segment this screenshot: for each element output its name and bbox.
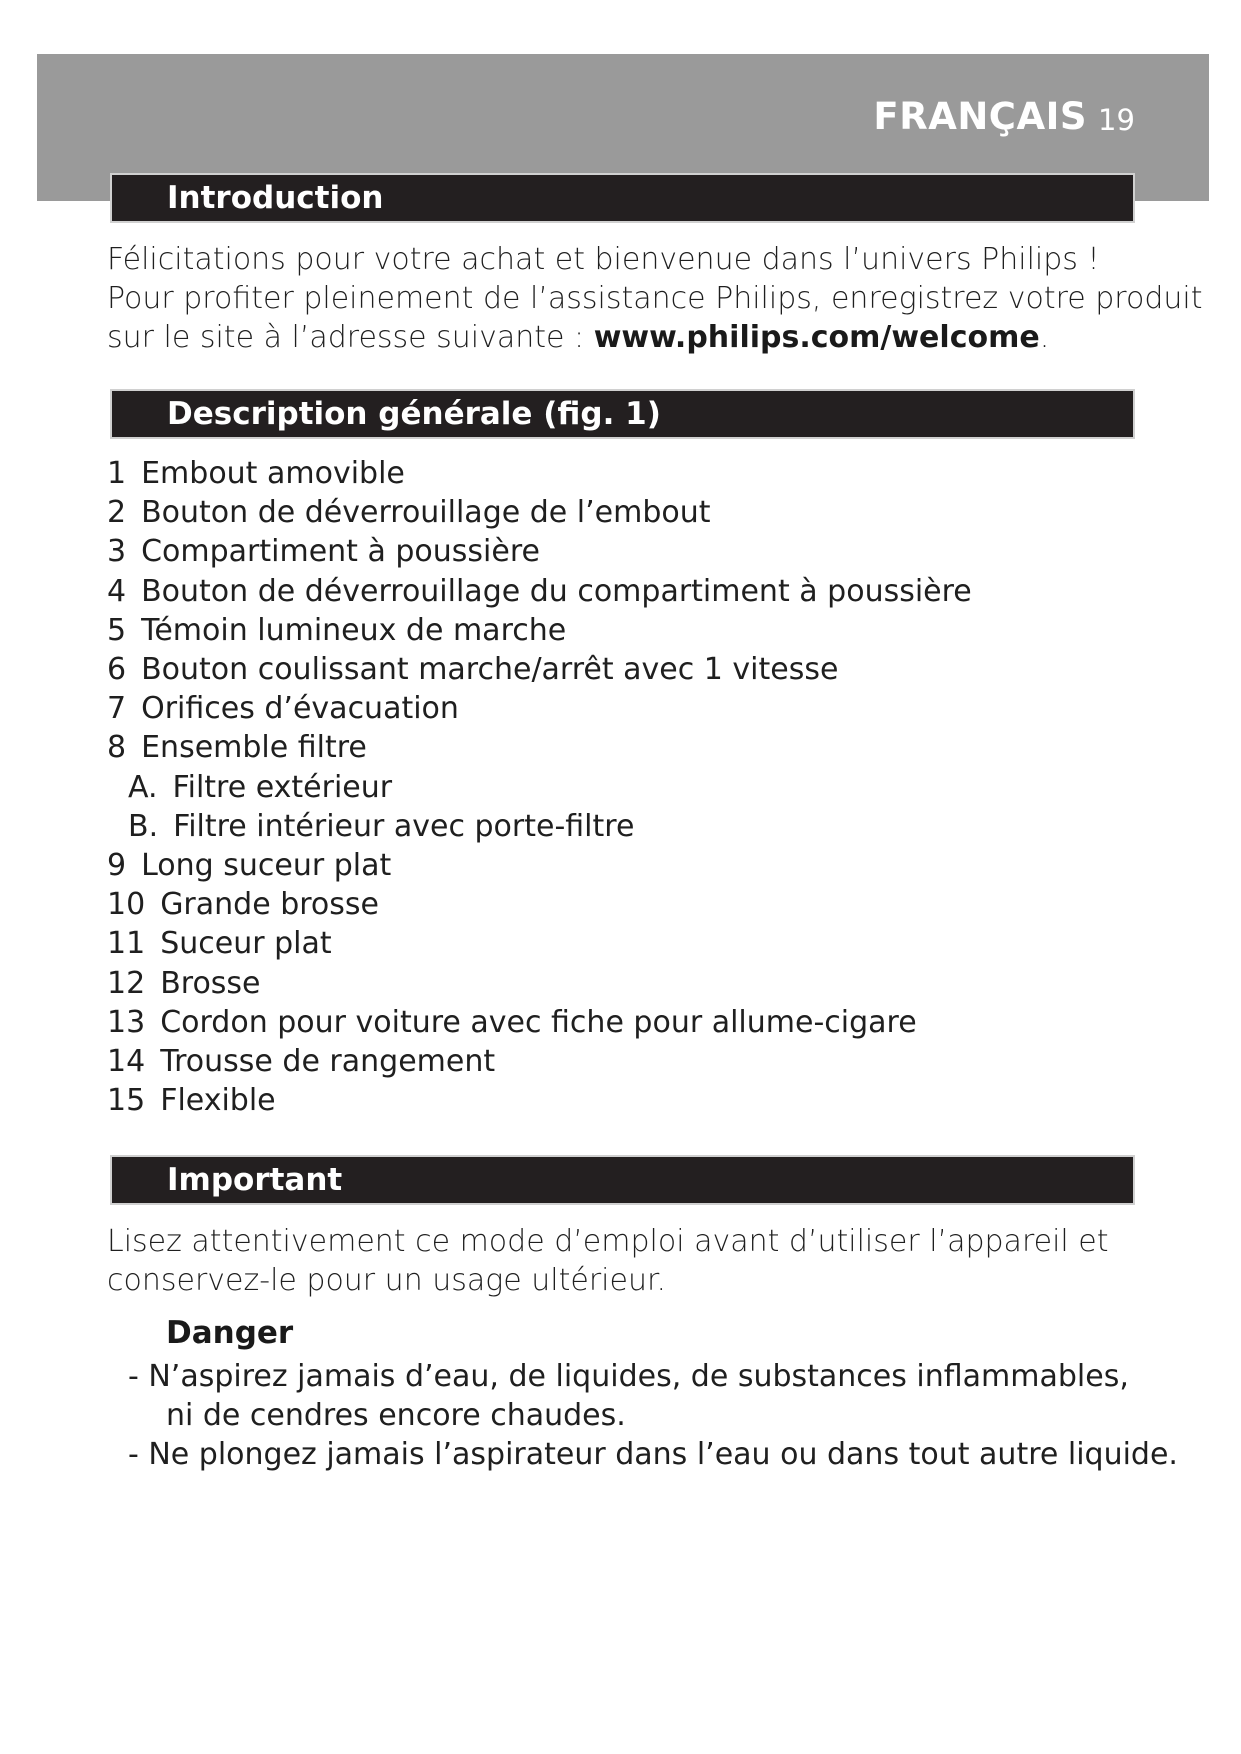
list-item <box>107 572 972 611</box>
list-item <box>107 1081 972 1120</box>
page-number: 19 <box>1098 103 1135 137</box>
section-bar-description <box>110 389 1135 439</box>
list-item <box>107 1042 972 1081</box>
section-title-description: Description générale (fig. 1) <box>167 396 661 432</box>
item-number: 12 <box>107 965 146 1001</box>
item-label: Suceur plat <box>160 926 332 962</box>
welcome-url: www.philips.com/welcome <box>593 320 1040 355</box>
list-item <box>107 689 972 728</box>
item-label: Flexible <box>160 1083 276 1119</box>
important-line-1: Lisez attentivement ce mode d’emploi avant d’utiliser l’appareil et <box>107 1224 1109 1259</box>
section-bar-introduction <box>110 173 1135 223</box>
list-item <box>107 1003 972 1042</box>
item-label: Compartiment à poussière <box>141 534 540 570</box>
section-bar-important <box>110 1155 1135 1205</box>
item-number: 8 <box>107 730 127 766</box>
item-label: Filtre extérieur <box>172 769 393 805</box>
item-label: Long suceur plat <box>141 848 392 884</box>
item-number: 6 <box>107 652 127 688</box>
language-title: FRANÇAIS <box>873 95 1087 138</box>
item-label: Bouton coulissant marche/arrêt avec 1 vitesse <box>141 652 839 688</box>
intro-line-2: Pour profiter pleinement de l’assistance Philips, enregistrez votre produit <box>107 281 1203 316</box>
item-number: 2 <box>107 495 127 531</box>
list-item <box>107 885 972 924</box>
intro-line-3 <box>107 318 1049 357</box>
item-number: 10 <box>107 887 146 923</box>
danger-item-1-line-1: - N’aspirez jamais d’eau, de liquides, de substances inflammables, <box>128 1359 1129 1394</box>
list-item <box>107 650 972 689</box>
list-subitem <box>107 807 972 846</box>
item-number: 1 <box>107 456 127 491</box>
item-number: A. <box>128 769 158 805</box>
item-number: 9 <box>107 848 127 884</box>
list-item <box>107 728 972 767</box>
item-label: Orifices d’évacuation <box>141 691 459 727</box>
section-title-important: Important <box>167 1162 343 1198</box>
item-number: 14 <box>107 1044 146 1080</box>
item-number: B. <box>128 808 159 844</box>
item-label: Ensemble filtre <box>141 730 367 766</box>
item-label: Grande brosse <box>160 887 379 923</box>
item-label: Bouton de déverrouillage du compartiment à poussière <box>141 573 972 609</box>
item-label: Bouton de déverrouillage de l’embout <box>141 495 711 531</box>
item-label: Trousse de rangement <box>160 1044 496 1080</box>
item-number: 7 <box>107 691 127 727</box>
danger-item-1-line-2: ni de cendres encore chaudes. <box>166 1398 626 1433</box>
list-item <box>107 846 972 885</box>
list-item <box>107 454 972 493</box>
intro-line-3-prefix: sur le site à l’adresse suivante : <box>107 320 594 355</box>
section-title-introduction: Introduction <box>167 180 384 216</box>
list-item <box>107 611 972 650</box>
item-number: 13 <box>107 1004 146 1040</box>
list-subitem <box>107 768 972 807</box>
item-label: Filtre intérieur avec porte-filtre <box>173 808 635 844</box>
danger-item-2: - Ne plongez jamais l’aspirateur dans l’eau ou dans tout autre liquide. <box>128 1437 1178 1472</box>
item-number: 4 <box>107 573 127 609</box>
list-item <box>107 924 972 963</box>
item-number: 3 <box>107 534 127 570</box>
intro-line-1: Félicitations pour votre achat et bienvenue dans l’univers Philips ! <box>107 242 1100 277</box>
danger-heading: Danger <box>166 1315 294 1351</box>
list-item <box>107 493 972 532</box>
item-label: Embout amovible <box>141 456 405 491</box>
item-label: Témoin lumineux de marche <box>141 612 567 648</box>
item-label: Brosse <box>160 965 261 1001</box>
list-item <box>107 964 972 1003</box>
intro-line-3-suffix: . <box>1039 320 1050 355</box>
important-line-2: conservez-le pour un usage ultérieur. <box>107 1263 667 1298</box>
item-number: 15 <box>107 1083 146 1119</box>
list-item <box>107 532 972 571</box>
item-label: Cordon pour voiture avec fiche pour allume-cigare <box>160 1004 917 1040</box>
item-number: 5 <box>107 612 127 648</box>
item-number: 11 <box>107 926 146 962</box>
parts-list <box>107 454 972 1120</box>
